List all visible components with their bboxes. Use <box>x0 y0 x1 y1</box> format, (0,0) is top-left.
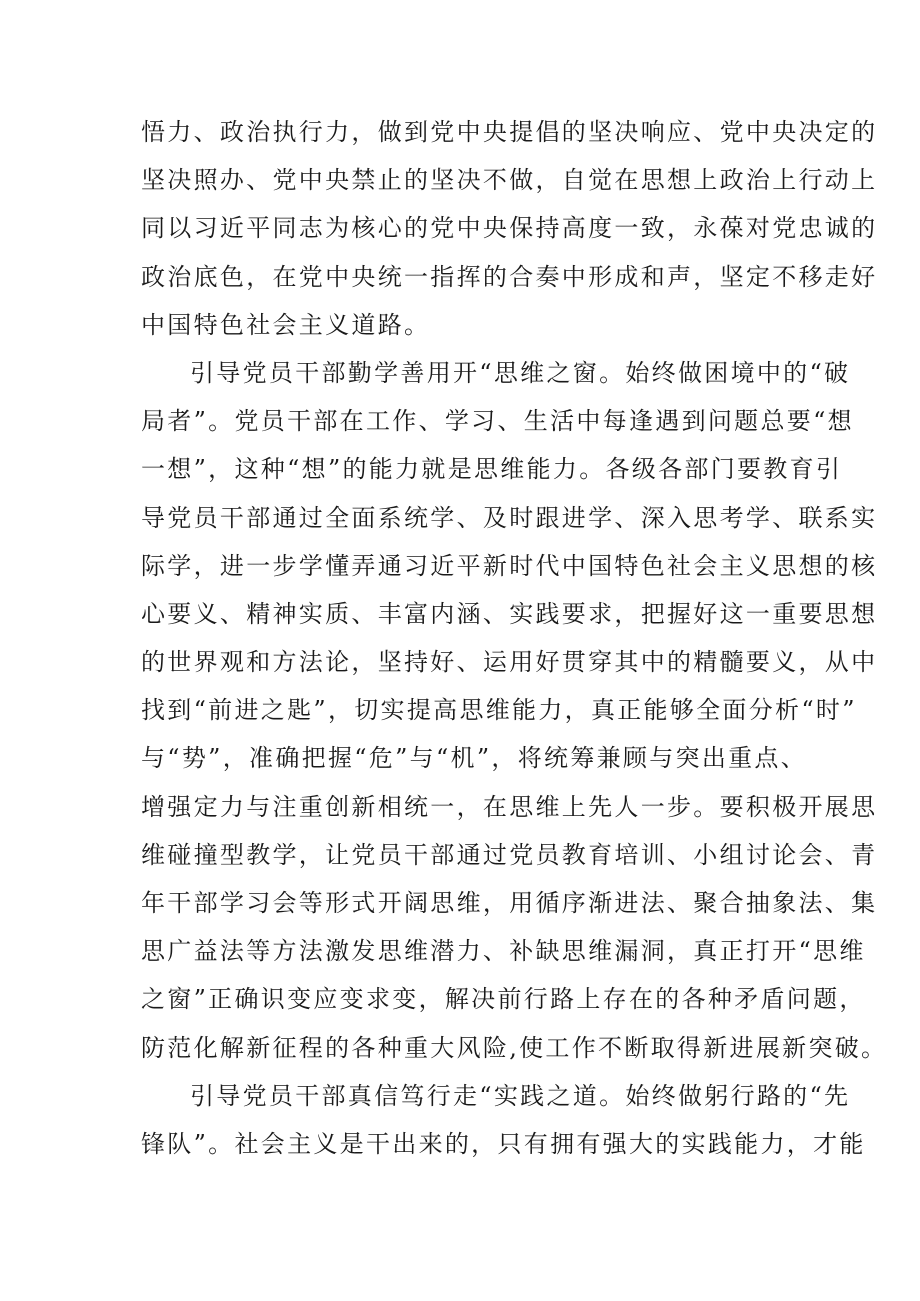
text-line: 悟力、政治执行力，做到党中央提倡的坚决响应、党中央决定的 <box>141 118 878 146</box>
text-line: 找到“前进之匙”，切实提高思维能力，真正能够全面分析“时” <box>141 696 857 725</box>
paragraph-start-line: 引导党员干部勤学善用开“思维之窗。始终做困境中的“破 <box>190 358 851 387</box>
text-line: 同以习近平同志为核心的党中央保持高度一致，永葆对党忠诚的 <box>141 214 878 243</box>
text-line: 一想”，这种“想”的能力就是思维能力。各级各部门要教育引 <box>141 455 843 484</box>
text-line: 之窗”正确识变应变求变，解决前行路上存在的各种矛盾问题， <box>141 985 866 1014</box>
text-line: 维碰撞型教学，让党员干部通过党员教育培训、小组讨论会、青 <box>141 840 878 869</box>
text-line: 防范化解新征程的各种重大风险,使工作不断取得新进展新突破。 <box>141 1033 888 1062</box>
text-line: 际学，进一步学懂弄通习近平新时代中国特色社会主义思想的核 <box>141 551 878 580</box>
text-line: 局者”。党员干部在工作、学习、生活中每逢遇到问题总要“想 <box>141 407 854 436</box>
text-line: 锋队”。社会主义是干出来的，只有拥有强大的实践能力，才能 <box>141 1129 866 1158</box>
text-line: 政治底色，在党中央统一指挥的合奏中形成和声，坚定不移走好 <box>141 262 878 291</box>
text-line: 年干部学习会等形式开阔思维，用循序渐进法、聚合抽象法、集 <box>141 889 878 917</box>
document-body <box>141 108 888 1168</box>
text-line: 导党员干部通过全面系统学、及时跟进学、深入思考学、联系实 <box>141 503 878 532</box>
paragraph-start-line: 引导党员干部真信笃行走“实践之道。始终做躬行路的“先 <box>190 1081 851 1110</box>
text-line: 与“势”，准确把握“危”与“机”，将统筹兼顾与突出重点、 <box>141 744 808 773</box>
text-line: 心要义、精神实质、丰富内涵、实践要求，把握好这一重要思想 <box>141 599 878 628</box>
text-line: 增强定力与注重创新相统一，在思维上先人一步。要积极开展思 <box>141 792 878 821</box>
text-line: 坚决照办、党中央禁止的坚决不做，自觉在思想上政治上行动上 <box>141 166 878 195</box>
text-line: 中国特色社会主义道路。 <box>141 310 431 339</box>
text-line: 思广益法等方法激发思维潜力、补缺思维漏洞，真正打开“思维 <box>141 937 866 966</box>
text-line: 的世界观和方法论，坚持好、运用好贯穿其中的精髓要义，从中 <box>141 648 878 677</box>
